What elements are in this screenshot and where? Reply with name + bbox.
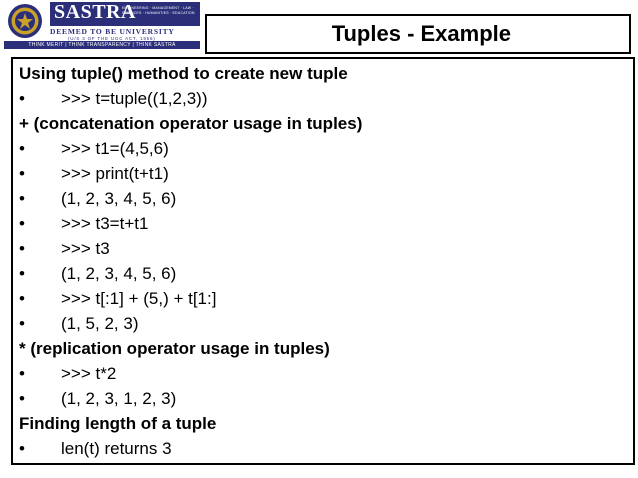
brand-fine-print: ENGINEERING · MANAGEMENT · LAW · SCIENCES · HUMANITIES · EDUCATION — [122, 6, 195, 15]
bullet-text: >>> t[:1] + (5,) + t[1:] — [61, 289, 217, 308]
bullet-icon: • — [19, 89, 25, 108]
bullet-icon: • — [19, 314, 25, 333]
section-heading: + (concatenation operator usage in tuples) — [19, 114, 363, 133]
bullet-icon: • — [19, 139, 25, 158]
bullet-text: >>> print(t+t1) — [61, 164, 169, 183]
bullet-icon: • — [19, 264, 25, 283]
deemed-university-text: DEEMED TO BE UNIVERSITY — [50, 27, 175, 36]
established-text: (U/S 3 OF THE UGC ACT, 1956) — [68, 36, 156, 41]
bullet-text: len(t) returns 3 — [61, 439, 172, 458]
brand-tagline: THINK MERIT | THINK TRANSPARENCY | THINK SASTRA — [4, 41, 200, 49]
bullet-text: >>> t3 — [61, 239, 110, 258]
university-seal-icon — [4, 2, 46, 40]
bullet-icon: • — [19, 239, 25, 258]
bullet-icon: • — [19, 389, 25, 408]
bullet-icon: • — [19, 189, 25, 208]
brand-banner — [50, 2, 200, 26]
brand-name: SASTRA — [54, 1, 136, 23]
content-box — [11, 57, 635, 465]
bullet-icon: • — [19, 164, 25, 183]
bullet-icon: • — [19, 364, 25, 383]
bullet-icon: • — [19, 289, 25, 308]
bullet-text: >>> t3=t+t1 — [61, 214, 149, 233]
bullet-text: (1, 5, 2, 3) — [61, 314, 139, 333]
title-box — [205, 14, 631, 54]
section-heading: Using tuple() method to create new tuple — [19, 64, 348, 83]
bullet-icon: • — [19, 214, 25, 233]
slide-title: Tuples - Example — [331, 21, 511, 46]
bullet-text: >>> t1=(4,5,6) — [61, 139, 169, 158]
bullet-text: >>> t=tuple((1,2,3)) — [61, 89, 208, 108]
sastra-logo — [4, 2, 200, 46]
section-heading: * (replication operator usage in tuples) — [19, 339, 330, 358]
bullet-text: (1, 2, 3, 4, 5, 6) — [61, 264, 177, 283]
bullet-text: >>> t*2 — [61, 364, 117, 383]
bullet-text: (1, 2, 3, 1, 2, 3) — [61, 389, 177, 408]
bullet-text: (1, 2, 3, 4, 5, 6) — [61, 189, 177, 208]
section-heading: Finding length of a tuple — [19, 414, 217, 433]
bullet-icon: • — [19, 439, 25, 458]
